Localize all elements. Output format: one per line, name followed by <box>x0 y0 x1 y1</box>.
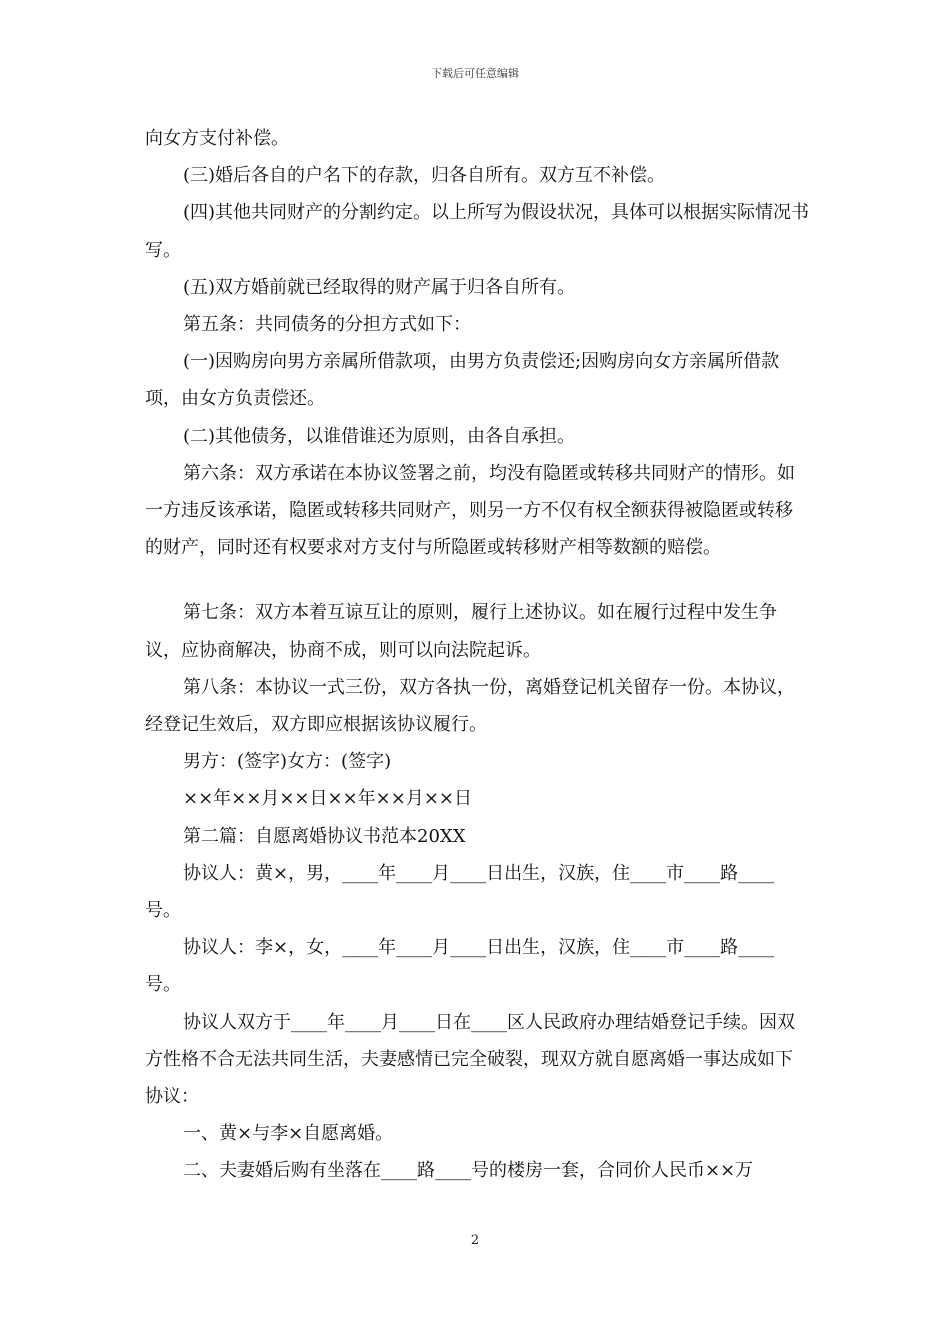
paragraph: 协议人：黄×，男，____年____月____日出生，汉族，住____市____路____号。 <box>145 862 775 922</box>
paragraph-gap <box>145 566 810 594</box>
paragraph: (四)其他共同财产的分割约定。以上所写为假设状况，具体可以根据实际情况书写。 <box>145 202 810 261</box>
page-number: 2 <box>470 1233 480 1248</box>
document-body <box>145 120 810 1190</box>
paragraph: (一)因购房向男方亲属所借款项，由男方负责偿还;因购房向女方亲属所借款项，由女方负责偿还。 <box>145 351 780 410</box>
paragraph: 第七条：双方本着互谅互让的原则，履行上述协议。如在履行过程中发生争议，应协商解决，协商不成，则可以向法院起诉。 <box>145 602 777 661</box>
paragraph: 向女方支付补偿。 <box>145 128 289 149</box>
date-line: ××年××月××日××年××月××日 <box>183 788 472 810</box>
signature-line: 男方：(签字)女方：(签字) <box>183 751 392 773</box>
paragraph: (三)婚后各自的户名下的存款，归各自所有。双方互不补偿。 <box>183 165 666 187</box>
paragraph: 协议人双方于____年____月____日在____区人民政府办理结婚登记手续。因双方性格不合无法共同生活，夫妻感情已完全破裂，现双方就自愿离婚一事达成如下协议： <box>145 1011 795 1108</box>
paragraph: 第八条：本协议一式三份，双方各执一份，离婚登记机关留存一份。本协议，经登记生效后，双方即应根据该协议履行。 <box>145 676 795 736</box>
paragraph: 二、夫妻婚后购有坐落在____路____号的楼房一套，合同价人民币××万 <box>183 1160 754 1182</box>
paragraph: 一、黄×与李×自愿离婚。 <box>183 1123 394 1145</box>
section-title: 第二篇：自愿离婚协议书范本20XX <box>183 825 466 847</box>
page-header: 下载后可任意编辑 <box>431 67 519 80</box>
paragraph: 第六条：双方承诺在本协议签署之前，均没有隐匿或转移共同财产的情形。如一方违反该承诺，隐匿或转移共同财产，则另一方不仅有权全额获得被隐匿或转移的财产，同时还有权要求对方支付与所隐匿或转移财产相等数额的赔偿。 <box>145 462 795 559</box>
paragraph: 第五条：共同债务的分担方式如下： <box>183 314 471 336</box>
paragraph: 协议人：李×，女，____年____月____日出生，汉族，住____市____路____号。 <box>145 937 775 996</box>
paragraph: (五)双方婚前就已经取得的财产属于归各自所有。 <box>183 276 576 298</box>
paragraph: (二)其他债务，以谁借谁还为原则，由各自承担。 <box>183 425 576 447</box>
